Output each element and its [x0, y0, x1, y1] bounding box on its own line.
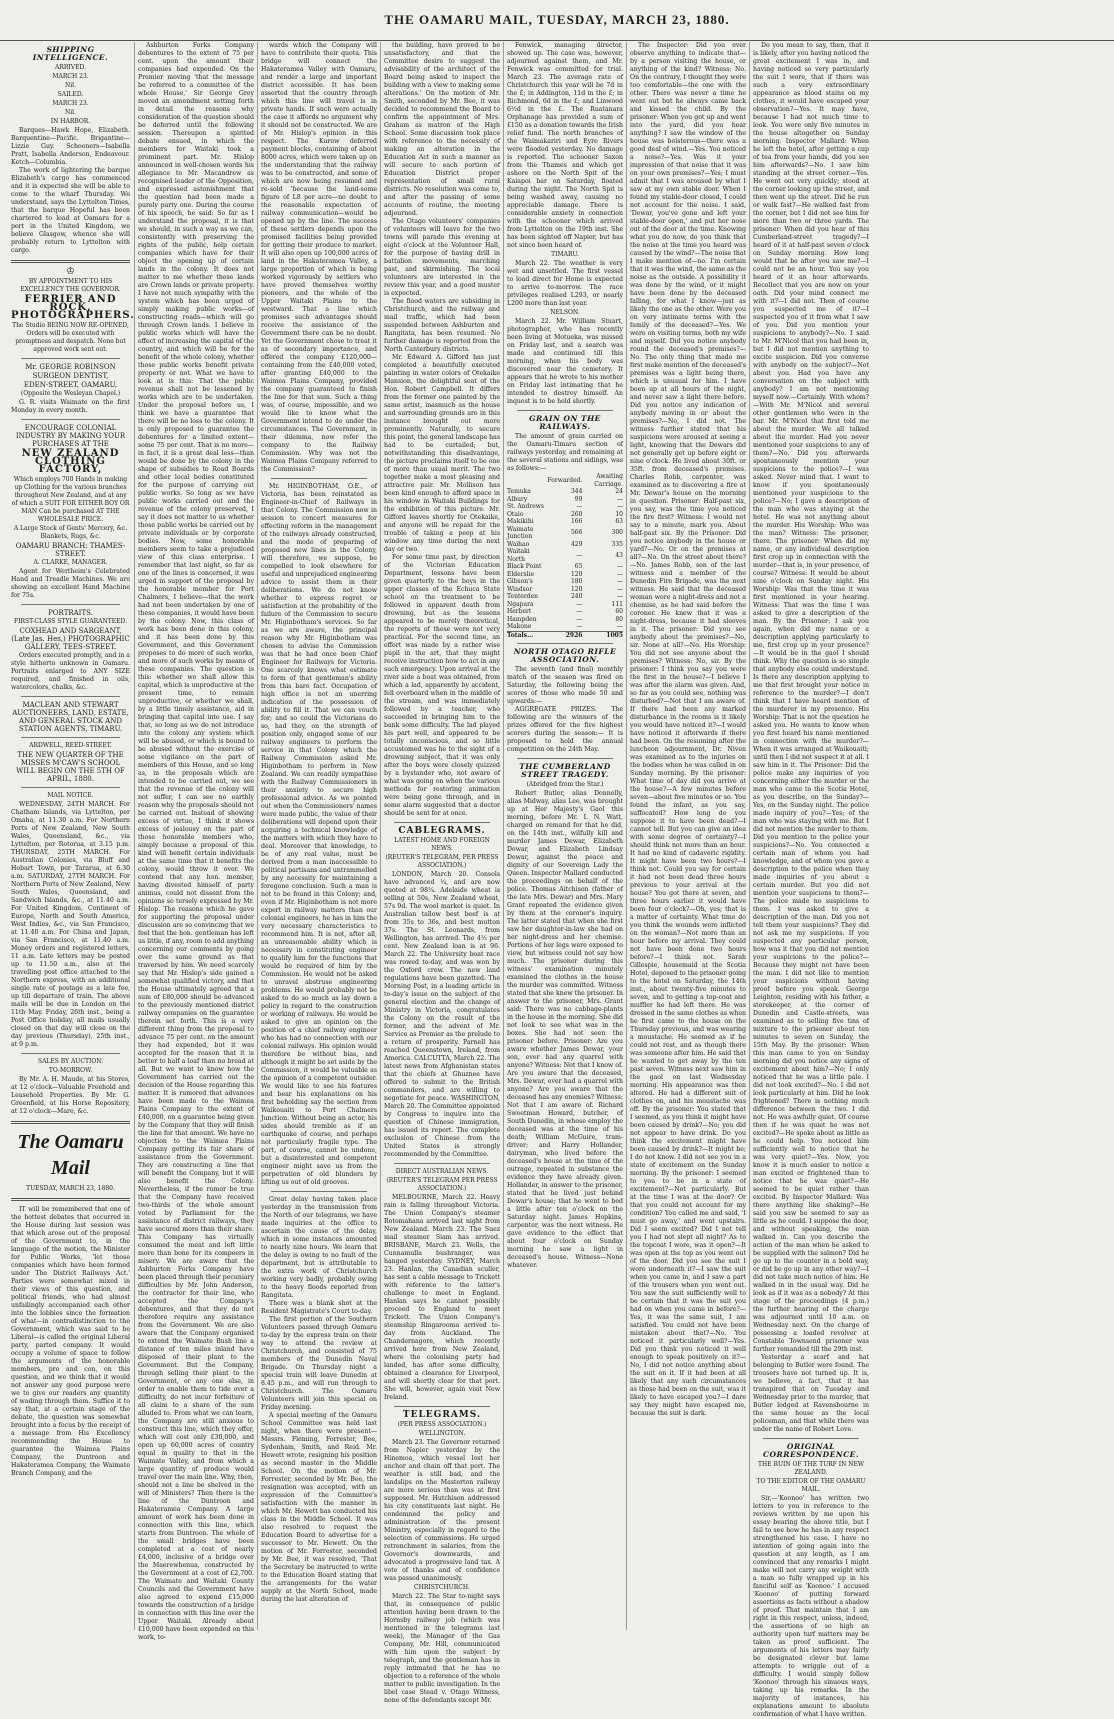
- grain-cell-station: Herbert: [507, 608, 532, 615]
- newspaper-page: [8, 42, 1106, 1718]
- grain-cell-station: Tenterden: [507, 593, 539, 600]
- grain-cell-station: Otaio: [507, 510, 524, 518]
- grain-cell-fwd: 260: [570, 510, 583, 518]
- timaru-body: March 22. The weather is very wet and unsettled. The first vessel to load direct for Home is expected to arrive to-morrow. The race privileges realised L293, or nearly L200 more than last year.: [507, 260, 623, 307]
- grain-cell-fwd: —: [576, 503, 583, 510]
- telegrams-heading: TELEGRAMS.: [402, 1410, 482, 1420]
- grain-row: [507, 616, 623, 624]
- grain-cell-fwd: —: [576, 608, 583, 615]
- encourage-ad-lead: ENCOURAGE COLONIAL INDUSTRY BY MAKING YOUR PURCHASES AT THE: [15, 424, 126, 448]
- grain-cell-station: Ngapara: [507, 600, 534, 608]
- grain-row: [507, 601, 623, 609]
- newspaper-running-head: THE OAMARU MAIL, TUESDAY, MARCH 23, 1880.: [0, 0, 1114, 41]
- grain-cell-station: Temuka: [507, 488, 531, 495]
- coxhead-ad-title: COXHEAD AND SARGEANT, (Late Jas. Hes,) PHOTOGRAPHIC GALLERY, TEES-STREET.: [11, 627, 130, 651]
- sales-heading: SALES BY AUCTION.: [37, 1058, 104, 1065]
- timaru-heading: TIMARU.: [551, 251, 579, 258]
- ferrier-rock-ad-title: FERRIER AND ROCK, PHOTOGRAPHERS.: [11, 294, 135, 321]
- ruin-of-turf-body: Sir,—'Koonoo' has written two letters to you in reference to the reviews written by me upon his essay bearing the above title, but I fail to see how he has in any respect strengthened his case. I have no intention of going again into the question at any length, as I am convinced that any remarks I might make will not carry any weight with a man so fully wrapped up in his fanciful self as 'Koonoo.' I accused 'Koonoo' of putting forward assertions as facts without a shadow of proof. That maintain that I am right in this respect, unless, indeed, the assertions of so high an authority upon turf matters may be taken as proof sufficient. The arguments of his letters may fairly be designated clever but lame attempts to wriggle out of a difficulty. I would simply follow 'Koonoo' through his sinuous ways, taking up his remarks. In the majority of instances, his explanations amount to absolute confirmation of what I have written.: [753, 1495, 869, 1718]
- scarf-para: Yesterday a scarf and hat belonging to Butler were found. The trousers have not turned up. It is, we believe, a fact, that it has transpired that on Tuesday and Wednesday prior to the murder, that Butler lodged at Ravensbourne in the same house as the local policeman, and that while there was under the name of Robert Love.: [753, 1354, 869, 1433]
- grain-cell-station: Black Point: [507, 563, 542, 570]
- railway-article: wards which the Company will have to contribute their quota. This bridge will connect the Hakateramea Valley with Oamaru, and render a large and important district accessible. It has been asserted that the country through which this line will travel is in private hands. If such were actually the case it affords no argument why it should not be constructed. We are of Mr. Hislop's opinion in this respect. The Kurow deferred payment blocks, containing of about 8000 acres, which were taken up on the understanding that the railway was to be constructed, and some of which are now being resumed and re-sold 'because the land-some figure of L8 per acre—no doubt to the reasonable expectation of railway communication—would be opened up by the line. The success of these settlers depends upon the promised facilities being provided for getting their produce to market. It will also open up 100,000 acres of land in the Hakateramea Valley, a large proportion of which is being worked vigorously by settlers who have proved themselves worthy pioneers, and the whole of the Upper Waitaki Plains to the westward. That a line which promises such advantages should receive the assistance of the Government there can be no doubt. Yet the Government chose to treat it as of secondary importance, and offered the company £120,000—containing from the £40,000 voted, after granting £40,000 to the Waimea Plains Company, provided the company guaranteed to finish the line for that sum. Such a thing was, of course, impossible, and we would like to know what the Government intend to do under the circumstances. The Government, in their dilemma, now refer the company to the Railway Commission. Why was not the Waimea Plains Company referred to the Commission?: [261, 42, 377, 473]
- portraits-heading: PORTRAITS.: [48, 609, 93, 617]
- harbor-list: Barques—Hawk Hope, Elizabeth. Barquentine—Pacific. Brigantine—Lizzie Guy. Schooners—Isabella Pratt, Isabella Anderson, Endeavour. Ketch—Columbia.: [11, 127, 130, 166]
- grain-row: [507, 488, 623, 496]
- shipping-paragraph: The work of lightering the barque Elizabeth's cargo has commenced and it is expected she will be able to come to the wharf Thursday. We understand, says the Lyttelton Times, that the barque Hopeful has been chartered to load at Oamaru for a port in the United Kingdom, we believe Glasgow, whence she will probably return to Lyttelton with cargo.: [11, 167, 130, 254]
- grain-col-awaiting: Awaiting Carriage.: [594, 473, 623, 488]
- cablegrams-heading: CABLEGRAMS.: [398, 826, 486, 836]
- australian-news-body: MELBOURNE, March 22. Heavy rain is falling throughout Victoria. The Union Company's steamer Rotomahana arrived last night from New Zealand. March 23. The Suez mail steamer Siam has arrived. BRISBANE, March 23. Wells, the Cunnamulla bushranger, was hanged yesterday. SYDNEY, March 23. Hanlan, the Canadian sculler, has sent a cable message to Trickett with reference to the latter's challenge to meet in England. Hanlan says he cannot possibly proceed to England to meet Trickett. The Union Company's steamship Ringarooma arrived to-day from Auckland. The Chandernagore, which recently arrived here from New Zealand, where the colonising party had landed, has after some difficulty, obtained a clearance for Liverpool, and will shortly clear for that port. She will, however, again visit New Ireland.: [384, 1194, 500, 1401]
- painting-para: Mr. Edward A. Gifford has just completed a beautifully executed painting in water colors of Otekaike Mansion, the delightful seat of the Hon. Robert Campbell. It differs from the former one painted by the same artist, inasmuch as the house and surrounding grounds are in this instance brought out more prominently. Naturally, to secure this point, the general landscape has had to be curtailed; but, notwithstanding this disadvantage, the picture proclaims itself to be one of more than usual merit. The two together make a most pleasing and attractive pair. Mr. Mollison has been kind enough to afford space in his window in Waitaki Buildings for the exhibition of this picture. Mr. Gifford leaves shortly for Otekaike, and anyone will be repaid for the trouble of taking a peep at his window any time during the next day or two.: [384, 354, 501, 553]
- floods-para: The flood waters are subsiding in Christchurch, and the railway and mail traffic, which had been suspended between Ashburton and Rangitata, has been resumed. No further damage is reported from the North Canterbury districts.: [384, 298, 500, 353]
- cumberland-body: Robert Butler, alias Donnelly, alias Midway, alias Lee, was brought up at Her Majesty's Gaol this morning, before Mr. I. N. Watt, charged on remand for that he did, on the 14th inst., wilfully kill and murder James Dewar, Elizabeth Dewar, and Elizabeth Lindsay Dewar, against the peace and dignity of our Sovereign Lady the Queen. Inspector Mallard conducted the proceedings on behalf of the police. Thomas Aitchison (father of the late Mrs. Dewar) and Mrs. Mary Grant repeated the evidence given by them at the coroner's inquiry. The latter stated that when she first saw her daughter-in-law she had on her night-dress and her chemise. Portions of her legs were exposed to view, but witness could not say how much. The prisoner during this witness' examination minutely examined the clothes in the house the murder was committed. Witness stated that she knew the prisoner. In answer to the prisoner, Mrs. Grant said: There was no cabbage-plants in the house in the morning. She did not look to see what was in the boxes. She had not seen the prisoner before. Prisoner: Are you aware whether James Dewar, your son, ever had any quarrel with anyone? Witness: Not that I know of. Are you aware that the deceased, Mrs. Dewar, ever had a quarrel with anyone? Are you aware that the deceased has any enemies? Witness: Not that I am aware of. Richard Sweetman Howard, butcher, of South Dunedin, in whose employ the deceased was at the time of his death; William McGuire, tram-driver; and Harry Hollander, dairyman, who lived before the deceased's house at the time of the outrage, repeated in substance the evidence they have already given. Hollander, in answer to the prisoner, stated that he lived just behind Dewar's house; that he went to bed a little after ten o'clock on the Saturday night. James Hopkins, carpenter, was the next witness. He gave evidence to the effect that about four o'clock on Sunday morning he saw a light in deceased's house. Witness—None whatever.: [507, 790, 623, 1269]
- grain-cell-fwd: 65: [574, 563, 583, 570]
- school-ad: THE NEW QUARTER OF THE MISSES M'CAW'S SCHOOL WILL BEGIN ON THE 5TH OF APRIL, 1880.: [16, 751, 125, 783]
- grain-cell-await: 24: [615, 488, 623, 495]
- robinson-ad-name: Mr. GEORGE ROBINSON: [25, 363, 116, 371]
- grain-cell-station: Windsor: [507, 585, 533, 593]
- grain-cell-fwd: 180: [570, 578, 583, 585]
- grain-cell-station: Makone: [507, 623, 532, 630]
- grain-row: [507, 526, 623, 541]
- grain-cell-fwd: 344: [570, 488, 583, 495]
- grain-row: [507, 608, 623, 616]
- grain-cell-fwd: —: [576, 551, 583, 559]
- nz-clothing-ad-title: NEW ZEALAND CLOTHING FACTORY,: [21, 448, 120, 475]
- arrived-nil: Nil.: [65, 82, 76, 89]
- grain-cell-await: 80: [615, 615, 623, 623]
- grain-row: [507, 571, 623, 579]
- cablegrams-subheading: LATEST HOME AND FOREIGN NEWS.: [394, 837, 490, 852]
- volunteers-train-para: The first portion of the Southern Volunteers passed through Oamaru to-day by the express train on their way to attend the review at Christchurch, and consisted of 75 members of the Dunedin Naval Brigade. On Thursday night a special train will leave Dunedin at 8.45 p.m., and will run through to Christchurch. The Oamaru Volunteers will join this special on Friday morning.: [261, 1316, 377, 1411]
- grain-table: [507, 473, 623, 639]
- leading-article-continued: Ashburton Forks Company debentures to the extent of 75 per cent. upon the amount their companies had expended. On the Premier moving 'that the message be referred to a committee of the whole House,' Sir George Grey moved an amendment setting forth in detail the reasons why consideration of the question should be deferred until the following session. Thereupon a spirited debate ensued, in which the members for Waitaki took a prominent part. Mr. Hislop announced in well-chosen words his allegiance to Mr. Macandrew as recognised leader of the Opposition, and expressed astonishment that the question had been made a purely party one. During the course of his speech, he said: So far as I understand the proposal, it is that we should, in such a way as we can, consistently with preserving the rights of the public, help certain companies which have for their object the opening up of certain lands in the colony. It does not matter to me whether these lands are Crown lands or private property. I have not much sympathy with the system which has been urged of simply making public works—of constructing roads—which will go through Crown lands. I believe in public works which will have the effect of increasing the capital of the country, and which will be for the benefit of the whole colony, whether those public works benefit private property or not. What we have to look at is this: That the public revenue shall not be lessened by works which are to be undertaken. Under the proposal before us, I think we have a guarantee that there will be no loss to the colony. It is only proposed to guarantee the debentures for a limited extent—some 75 per cent. That is no more—in fact, it is a great deal less—than would be done by the colony in the shape of subsidies to Road Boards and other local bodies constituted for the purpose of carrying out public works. So long as we have public works carried out and the revenue of the colony preserved, I say it does not matter to us whether those public works be carried out by private individuals or by corporate bodies. Now, some honorable members seem to take a prejudiced view of this class enterprise. I remember that last night, so far as one of the lines is concerned, it was urged in support of the proposal by the honorable member for Port Chalmers, I believe—that the work had not been undertaken by one of these companies, it would have been by the colony. Now, this class of work has been done in this colony, and it has been done by this Government, and this Government proposes to do more of such works, and more of such works by means of these companies. The question is this: whether we shall allow this capital, which is unproductive at the present time, to remain unproductive, or whether we shall, by a little timely assistance, aid in bringing that capital into use. I say that, so long as we do not introduce into the colony any system which will be abused, or which is bound to be abused without the exercise of some vigilance on the part of members of this House, and so long as, in the proposals which are intended to be carried out, we see that the revenue of the colony will not suffer, I can see no earthly reason why the proposals should not be carried out. Instead of showing excess of virtue, I think it shows excess of jealousy on the part of those honorable members who, simply because a proposal of this kind will benefit certain individuals at the same time that it benefits the colony, would throw it over. We contend that any hon. member, having divested himself of party animus, could not dissent from the opinions so tersely expressed by Mr. Hislop. The reasons which he gave for supporting the proposal under discussion are so convincing that we feel that the hon. gentleman has left us little, if any, room to add anything concerning our comments by going over the same ground as that traversed by him. We need scarcely say that Mr. Hislop's side gained a somewhat qualified victory, and that the House ultimately agreed that a sum of £80,000 should be advanced to the previously mentioned district railway companies on the guarantee therein set forth. This is a very different thing from the proposal to advance 75 per cent. on the amount they had expended, but it was accepted for the reason that it is better to half a loaf than no bread at all. But we want to know how the Government has carried out the decision of the House regarding this matter. It is rumored that advances have been made to the Waimea Plains Company to the extent of £40,000, on a guarantee being given by the Company that they will finish the line for that amount. We have no objection to the Waimea Plains Company getting its fair share of assistance from the Government. They are constructing a line that will benefit the Company, but it will also benefit the Colony. Nevertheless, if the rumor be true that the Company have received two-thirds of the whole amount voted by Parliament for the assistance of district railways, they have secured more than their share. This Company has virtually consumed the meat and left little more than bone for its compeers in misery. We are aware that the Ashburton Forks Company have been placed through their pecuniary difficulties by Mr. John Anderson, the contractor for their line, who accepted the Company's debentures, and that they do not therefore require any assistance from the Government. We are also aware that the Company organised to extend the Waimate Bush line a distance of ten miles inland have disposed of their plant to the Government. But the Company, through selling their plant to the Government, or any one else, in order to enable them to tide over a difficulty, do not incur forfeiture of all claim to a share of the sum alluded to. From what we can learn, the Company are still anxious to construct this line, which they offer, which will cost only £30,000, and open up 60,000 acres of country equal in quality to that in the Waimate Valley, and from which a large quantity of produce would travel over the main line. Why, then, should not a line be shelved in the will of Ministers? Then there is the line of the Duntroon and Hakateramea Company. A large amount of work has been done in connection with this line, which starts from Duntroon. The whole of the small bridges have been completed at a cost of nearly £4,000, inclusive of a bridge over the Maerewhenua, constructed by the Government at a cost of £2,700. The Waimate and Waitaki County Councils and the Government have also agreed to expend £15,000 towards the construction of a bridge in connection with this line over the Upper Waitaki. Already about £10,000 have been expended on this work, to-: [138, 42, 254, 1641]
- cumberland-subheading: (Abridged from the Star.): [526, 781, 604, 788]
- grain-cell-await: 63: [615, 518, 623, 525]
- ruin-of-turf-heading: THE RUIN OF THE TURF IN NEW ZEALAND.: [757, 1461, 865, 1476]
- grain-total-awaiting: 1005: [582, 631, 623, 639]
- grain-cell-station: St. Andrews: [507, 503, 545, 510]
- grain-cell-await: —: [617, 503, 623, 510]
- grain-total-label: Totals...: [507, 631, 547, 639]
- grain-cell-await: —: [617, 585, 623, 593]
- grain-row: [507, 563, 623, 571]
- column-5: [503, 42, 626, 1630]
- grain-row: [507, 518, 623, 526]
- grain-row: [507, 511, 623, 519]
- australian-news-agency: (REUTER'S TELEGRAM PER PRESS ASSOCIATION.): [386, 1177, 498, 1192]
- telegram-delay-para: Great delay having taken place yesterday in the transmission from the North of our telegrams, we have made inquiries at the office to ascertain the cause of the delay, which in some instances amounted to nearly nine hours. We learn that the delay is owing to no fault of the department, but is attributable to the extra work of Christchurch working very badly, probably owing to the heavy floods reported from Rangitata.: [261, 1196, 377, 1299]
- nz-clothing-ad-body: Which employs 700 Hands in making up Clothing for the various branches throughout New Zealand, and at any of which a SUIT FOR EITHER BOY OR MAN Can be purchased AT THE WHOLESALE PRICE.: [11, 476, 130, 523]
- grain-cell-fwd: 120: [570, 570, 583, 578]
- rifle-note: AGGREGATE PRIZES. The following are the winners of the prizes offered for the five highest scorers during the season:— It is proposed to hold the annual competition on the 24th May.: [507, 706, 623, 753]
- grain-cell-station: Hampden: [507, 615, 537, 623]
- grain-row: [507, 623, 623, 631]
- grain-cell-fwd: 120: [570, 585, 583, 593]
- mail-notice-body: WEDNESDAY, 24TH MARCH. For Chatham Islands, via Lyttelton, per Omaha, at 11.30 a.m. For Northern Ports of New Zealand, New South Wales, Queensland, &c., via Lyttelton, per Rotorua, at 3.15 p.m. THURSDAY, 25TH MARCH. For Australian Colonies, via Bluff and Hobart Town, per Tararua, at 6.30 a.m. SATURDAY, 27TH MARCH. For Northern Ports of New Zealand, New South Wales, Queensland, and Sandwich Islands, &c., at 11.40 a.m. For United Kingdom, Continent of Europe, North and South America, West Indies, &c., via San Francisco, at 11.40 a.m. For China and Japan, via San Francisco, at 11.40 a.m. Money orders and registered letters, 11 a.m. Late letters may be posted up to 11.50 a.m., also at the travelling post office attached to the Northern express, with an additional single rate of postage as a late fee, up till departure of train. The above mails will be due in London on the 11th May. Friday, 26th inst., being a Post Office holiday, all mails usually closed on that day will close on the day previous (Thursday), 25th inst., at 9 p.m.: [11, 801, 130, 1048]
- robinson-ad-address: (Opposite the Wesleyan Chapel.): [20, 390, 121, 397]
- wellington-body: March 23. The Governor returned from Napier yesterday by the Hinemoa, which vessel lost her anchor and chain off that port. The weather is still bad, and the landslips on the Masterton railway are more serious than was at first supposed. Mr. Hutchison addressed his city constituents last night. He condemned the policy and administration of the present Ministry, especially in regard to the selection of commissions. He urged retrenchment in salaries, from the Governor's downwards, and advocated a progressive land tax. A vote of thanks and of confidence was passed unanimously.: [384, 1439, 500, 1582]
- ardwell-line: ARDWELL, REED-STREET.: [29, 742, 112, 749]
- sailed-nil: Nil.: [65, 109, 76, 116]
- column-4: [380, 42, 503, 1704]
- shipping-heading: SHIPPING INTELLIGENCE.: [32, 45, 109, 62]
- higinbotham-article: Mr. HIGINBOTHAM, O.E., of Victoria, has been reinstated as Engineer-in-Chief of Railways in that Colony. The Commission now in session to concert measures for effecting reform in the management of the railways already constructed, and the mode of preparing of proposed new lines in the Colony, will therefore, we suppose, be compelled to look elsewhere for useful and unprejudiced engineering advice to assist them in their deliberations. We do not know whether to express regret or satisfaction at the probability of the failure of the Commission to secure Mr. Higinbotham's services. So far as we are aware, the principal reason why Mr. Higinbotham was chosen to advise the Commission was that he had once been Chief Engineer for Railways for Victoria. One scarcely knows what estimate to form of that gentleman's ability from this bare fact. Occupation of high office is not an unerring indication of the possession of ability to fill it. That we can vouch for; and so could the Victorians do so, had they, on the strength of position only, engaged some of our railway engineers to perform the service in that Colony which the Railway Commission asked Mr. Higinbotham to perform in New Zealand. We can readily sympathise with the Railway Commissioners in their anxiety to secure high professional advice. As we pointed out when the Commissioners' names were made public, the value of their deliberations will depend upon their acquiring a technical knowledge of the matters with which they have to deal. Moreover that knowledge, to be of any real value, must be derived from a man inaccessible to political partisans and untrammelled by any necessity for maintaining a foregone conclusion. Such a man is not to be found in this Colony; and, even if Mr. Higinbotham is not more expert in railway matters than our colonial engineers, he has in him the very necessary characteristics to recommend him. It is not, after all, an unreasonable ability which is necessary in constituting engineer to qualify him for the functions that would be required of him by the Commission. He would not be asked to unravel abstruse engineering problems. He would probably not be asked to do so much as lay down a policy in regard to the construction or working of railways. He would be asked to give an opinion on the position of a chief railway engineer who has had no connection with our colonial railways. His opinion would therefore be without bias, and although it might be set aside by the Commission, it would be valuable as the opinion of a competent outsider. We would like to see his features and bear his explanations on his first beholding say the section from Waikouaiti to Port Chalmers Junction. Without being an actor, his sides should tremble as if an earthquake of course, and perhaps not particularly fragile type. The part, of course, cannot be undone, but a disinterested and competent engineer might save us from the perpetration of old blunders by lifting us out of old grooves.: [261, 483, 377, 1186]
- first-class-line: FIRST-CLASS STYLE GUARANTEED.: [13, 618, 128, 625]
- cablegrams-agency: (REUTER'S TELEGRAM, PER PRESS ASSOCIATION.): [385, 854, 499, 869]
- nelson-heading: NELSON.: [550, 309, 580, 316]
- oamaru-branch: OAMARU BRANCH: THAMES-STREET.: [15, 542, 126, 558]
- sales-body: By Mr. A. H. Maude, at his Stores, at 12 o'clock—Valuable Freehold and Leasehold Properties. By Mr. G. Greenfield, at his Horse Repository, at 12 o'clock—Mare, &c.: [11, 1076, 130, 1115]
- christchurch-body: March 22. The Star to-night says that, in consequence of public attention having been drawn to the Hornsby railway job (which was mentioned in the telegrams last week), the Manager of the Gas Company, Mr. Hill, communicated with him upon the subject by telegraph, and the gentleman has in reply intimated that he has no objection to a reference of the whole matter to public investigation. In the libel case Stead v. Otago Witness, none of the defendants except Mr.: [384, 1593, 500, 1704]
- grain-cell-fwd: —: [576, 623, 583, 630]
- christchurch-heading: CHRISTCHURCH.: [414, 1584, 470, 1591]
- grain-cell-fwd: —: [576, 615, 583, 623]
- grain-cell-await: —: [617, 578, 623, 585]
- grain-cell-station: Albury: [507, 495, 528, 503]
- grain-cell-await: 10: [615, 510, 623, 518]
- sailed-date: MARCH 23.: [52, 100, 89, 107]
- tragedy-evidence-continued: Do you mean to say, then, that it is likely, after you having noticed the great excitement I was in, and having noticed so very particularly the suit I wore, that if there was such a very extraordinary appearance as blood stains on my clothes, it would have escaped your observation?—Yes. It may have, because I had not much time to look. You were only five minutes in the house altogether on Sunday morning. Inspector Mallard: When he left the hotel, after getting a cup of tea from your hands, did you see him afterwards?—No. I saw him standing at the street corner.—Yes. He went out very quickly; stood at the corner looking up the street, and then went up the street. Did he run or walk fast?—He walked fast from the corner, but I did not see him for more than two or three yards. The prisoner: When did you hear of this Cumberland-street tragedy?—I heard of it at half-past seven o'clock on Sunday morning. How long would that be after you saw me?—I could not be an hour. You say you heard of it an hour afterwards. Recollect that you are now on your oath. Did your mind connect me with it?—I did not. Then of course you suspected me of it?—I suspected you of it from what I saw of you. Did you mention your suspicions to anybody?—No. I said to Mr. M'Nicol that you had been in, but I did not mention anything to excite suspicion. Did you converse with anybody on the subject?—Not about you. Had you have any conversation on the subject with anybody? I am not mentioning myself now.—Certainly. With whom?—With Mr. M'Nicol and several other gentlemen who were in the bar. Mr. M'Nicol that first told me about the murder. We all talked about the murder. Had you never mentioned your suspicions to any of them?—No. Did you afterwards spontaneously mention your suspicions to the police?—I was asked. Never mind that. I want to know if you spontaneously mentioned your suspicions to the police?—No; I gave a description of the man who was staying at the hotel. He was not anything about the murder. His Worship: Who was the man? Witness: The prisoner, there. The prisoner: When did my name, or any individual description first crop up in connection with the murder—that is, in your presence, of course? Witness: It would be about nine o'clock on Sunday night. His Worship: Was that the time it was first mentioned in your hearing. Witness: That was the time I was asked to give a description of the man. By the Prisoner: I ask you again, when did my name or a description applying particularly to me, first crop up in your presence?—It would be in the gaol I should think. Why the question is so simple that anybody else could understand. Is there any description applying to me that first brought your notice in reference to the murder?—I don't think that I have heard mention of the murderer in my presence. His Worship: That is not the question he asked you. He wants to know when you first heard his name mentioned in connection with the murder?—When it was arranged at Waikouaiti; until then I did not suspect it at all. I saw him in it. The Prisoner: Did the police make any inquiries of you concerning either the murder or the man who came to the Scotia Hotel, as you describe, on the Sunday?—Yes, on the Sunday night. The police made inquiry of you?—Yes; of the man who was staying with me. But I did not mention the murder to them. Did you mention to the police your suspicions?—No. You connected a certain man of whom you had knowledge, and of whom you gave a description to the police when they made inquiries of you about a certain murder. But you did not mention your suspicions to them?—The police made no suspicions to them. I was asked to give a description of the man. Did you not tell them your suspicions? They did not ask me my suspicions. If you suspected any particular person, how was it that you did not mention your suspicions to the police?—Because they might not have been the man. I did not like to mention your suspicions without having proof before you speak. George Leighton, residing with his father, a storekeeper, at the corner of Dunedin and Castle-streets, was examined as to selling five tins of mixture to the prisoner about ten minutes to seven on Sunday, the 15th May. By the prisoner: When this man came to you on Sunday morning did you notice any signs of excitement about him?—No; I only noticed that he was a little pale. I did not look excited?—No. I did not look particularly at him. Did he look frightened? There is nothing much difference between the two. I did not. He was awfully quiet. Of course then if he was quiet he was not excited?—He spoke about as little as he could help. You noticed him sufficiently well to notice that he was very quiet?—Yes. Now, you know it is much easier to notice a man excited or frightened than to notice that he was quiet?—He seemed to be quiet rather than excited. By Inspector Mallard: Was there anything like shaking?—He said you saw he seemed to say as little as he could. I suppose the door, and without speaking, the man walked in. Can you describe the action of the man when he asked to be supplied with the salmon? Did he go up to the counter in a bold way, or did he go up in any other way?—I did not take much notice of him. He walked in in the usual way. Did he look as if it was as a nobody? At this stage of the proceedings (4 p.m.) the further hearing of the charge was adjourned until 10 a.m. on Wednesday next. On the charge of possessing a loaded revolver at Constable Townsend prisoner was further remanded till the 29th inst.: [753, 42, 869, 1353]
- grain-cell-fwd: 166: [570, 518, 583, 525]
- grain-cell-await: 111: [611, 600, 623, 608]
- nz-clothing-ad-stock: A Large Stock of Gents' Mercery, &c. Blankets, Rugs, &c.: [13, 525, 128, 540]
- grain-col-forwarded: Forwarded.: [547, 476, 583, 484]
- grain-intro: The amount of grain carried on the Oamaru-Timaru section of railways yesterday, and remaining at the several stations and sidings, was as follows:—: [507, 433, 623, 472]
- school-committee-continued: the building, have proved to be unsatisfactory, and that the Committee desire to suggest the advisability of the architect of the Board being asked to inspect the building with a view to making some alterations.' On the motion of Mr. Smith, seconded by Mr. Bee, it was decided to recommend the Board to confirm the appointment of Mrs. Graham as matron of the High School. Some discussion took place with reference to the necessity of making an alteration in the Education Act in such a manner as will secure to each portion of Education District proper representation of small rural districts. No resolution was come to, and after the passing of some accounts of routine, the meeting adjourned.: [384, 42, 500, 217]
- appointment-line: BY APPOINTMENT TO HIS EXCELLENCY THE GOVERNOR.: [20, 278, 121, 293]
- grain-cell-fwd: 240: [570, 593, 583, 600]
- grain-cell-fwd: —: [576, 600, 583, 608]
- school-committee-para: A special meeting of the Oamaru School Committee was held last night, when there were present—Messrs. Fleming, Forrester, Bee, Sydenham, Smith, and Reid. Mr. Hewett wrote, resigning his position as second master in the Middle School. On the motion of Mr. Forrester, seconded by Mr. Bee, the resignation was accepted, with an expression of the Committee's satisfaction with the manner in which Mr. Hewett has conducted his class in the Middle School. It was also resolved to request the Education Board to advertise for a successor to Mr. Hewett. On the motion of Mr. Forrester, seconded by Mr. Bee, it was resolved, 'That the Secretary be instructed to write to the Education Board stating that the arrangements for the water supply at the North School, made during the last alteration of: [261, 1412, 377, 1603]
- grain-cell-station: Waihao: [507, 540, 530, 548]
- grain-cell-station: Gibson's: [507, 578, 533, 585]
- grain-cell-station: Makikihi: [507, 518, 534, 525]
- coxhead-ad-body: Orders executed promptly, and in a style hitherto unknown in Oamaru. Portraits enlarged to ANY SIZE required, and finished in oils, watercolors, chalks, &c.: [11, 652, 130, 691]
- grain-row: [507, 593, 623, 601]
- grain-cell-station: Waimate Junction: [507, 525, 534, 540]
- grain-cell-fwd: 99: [574, 495, 583, 503]
- grain-row: [507, 541, 623, 549]
- mail-notice-heading: MAIL NOTICE.: [47, 792, 94, 799]
- magistrate-para: There was a blank shot at the Resident Magistrate's Court to-day.: [261, 1300, 377, 1315]
- wellington-heading: WELLINGTON.: [418, 1430, 466, 1437]
- issue-date: TUESDAY, MARCH 23, 1880.: [26, 1185, 115, 1192]
- grain-cell-fwd: 566: [570, 529, 583, 537]
- correspondence-heading: ORIGINAL CORRESPONDENCE.: [762, 1442, 859, 1459]
- clarke-note: Agent for Wertheim's Celebrated Hand and Treadle Machines. We are showing an excellent Hand Machine for 75s.: [11, 568, 130, 599]
- ferrier-rock-ad-body: The Studio BEING NOW RE-OPENED, Orders will be executed with promptness and despatch. None but approved work sent out.: [12, 322, 129, 353]
- grain-row: [507, 503, 623, 511]
- column-6: [626, 42, 749, 1630]
- sailed-label: SAILED.: [57, 91, 84, 98]
- grain-row: [507, 496, 623, 504]
- grain-cell-await: 60: [615, 608, 623, 615]
- grain-cell-await: —: [617, 623, 623, 630]
- robinson-ad-title: SURGEON DENTIST,: [32, 372, 109, 380]
- grain-row: [507, 578, 623, 586]
- australian-news-heading: DIRECT AUSTRALIAN NEWS.: [395, 1168, 489, 1175]
- grain-cell-station: Elderslie: [507, 570, 535, 578]
- arrived-date: MARCH 23.: [52, 73, 89, 80]
- column-1: [8, 42, 133, 1630]
- grain-cell-await: 300: [611, 529, 623, 537]
- christchurch-continued: Fenwick, managing director, showed up. The case was, however, adjourned against them, and Mr. Fenwick was committed for trial. March 23. The average rate of Christchurch this year will be 7d in the £; in Addington, 11d in the £; in Richmond, 6d in the £; and Linwood 6½d in the £. The Ruatanara Orphanage has provided a sum of £150 as a donation towards the Irish relief fund. The north branches of the Waimakariri and Eyre Rivers were flooded yesterday. No damage is reported. The schooner Saxon from the Thames and which got ashore on the North Spit of the Kaiapoi bar on Saturday, floated during the night. The North Spit is being washed away, causing no appreciable damage. There is considerable anxiety in connection with the schooner which arrived from Lyttelton on the 19th inst. She has been sighted off Napier, but has not since been heard of.: [507, 42, 623, 249]
- royal-arms-icon: ♔: [66, 266, 75, 277]
- tragedy-evidence: The Inspector: Did you ever observe anything to indicate that—by a person visiting the house, or anything of the kind? Witness: No. On the contrary, I thought they were too comfortable—the one with the other. There was never a time he went out but he always came back and kissed the child. By the prisoner: When you got up and went into the yard, did you hear anything? I saw the window of the house was boisterous—there was a good deal of wind.—Yes. You noticed a noise?—Yes. Was it your impression of that noise that it was on your own premises?—Yes; I must admit that I was aroused by what I saw at my own stable door. When I found my stable-door closed, I could not account for the noise. I said, 'Dewar, you've gone and left your stable-door open,' and put her nose out of the door at the time. Knowing what you do now, do you think that the noise at the time you heard was caused by the wind?—The noise that I make mention of—no. I'm certain that it was the wind, the same as the noise as the outside. A possibility it was done by the wind, or it might have been done by the deceased falling, for what I know—just as likely the one as the other. Were you on very intimate terms with the family of the deceased?—Yes. We were on visiting terms, both my wife and myself. Did you notice anybody round the deceased's premises?—No. The only thing that made me first make mention of the deceased's premises was a light being there, which is unusual for him. I have been up at all hours of the night, and never saw a light there before. Did you notice any indication of anybody moving in or about the premises?—No, I did not. The witness further stated that his suspicions were aroused at seeing a light, knowing that the Dewars did not generally get up before eight or nine o'clock. He lived about 30ft. or 35ft. from deceased's premises. Charles Robb, carpenter, was examined as to discovering a fire at Mr. Dewar's house on the morning in question. Prisoner: Half-past six, you say, was the time you noticed the fire first? Witness: I would not say to a minute, mark you. About half-past six. By the Prisoner: Did you notice anybody in the house or yard?—No. Or on the premises at all?—No. On the street about there?—No. James Robb, son of the last witness and a member of the Dunedin Fire Brigade, was the next witness. He said that the deceased woman wore a night-dress and not a chemise, as he had said before the coroner. He knew that it was a night-dress, because it had sleeves in it. The prisoner: Did you see anybody about the premises?—No, sir. None at all?—No. His Worship: You did not see anyone about the premises? Witness: No, sir. By the prisoner: I think you say you were the first in the house?—I believe I was after the alarm was given. And, so far as you could see, nothing was disturbed?—Not that I am aware of. If there had been any marked disturbance in the rooms is it likely you would have noticed it?—I would have noticed it afterwards if there had been. On the resuming after the luncheon adjournment, Dr. Niven was examined as to the injuries on the bodies when he was called in on Sunday morning. By the prisoner: What time of day did you arrive at the house?—A few minutes before seven—about five minutes or so. You found the infant, as you say, suffocated? How long do you suppose it to have been dead?—I cannot tell. But you can give an idea with some degree of certainty?—I should think not more than an hour. It had no kind of cadaveric rigidity. It might have been two hours?—I think not. Could you say for certain it had not been dead three hours previous to your arrival at the house? You got there at seven, and three hours earlier it would have been four o'clock?—Oh, yes; that is a matter of certainty. What time do you think the wounds were inflicted on the woman?—Not more than an hour before my arrival. They could not have been done two hours before?—I think not. Sarah Gillespie, housemaid at the Scotia Hotel, deposed to the prisoner going to the hotel on Saturday, the 14th inst., about twenty-five minutes to seven, and to getting a top-coat and muffler he had left there. He was dressed in the same clothes as when he first came to the house on the Thursday previous, and was wearing a moustache. He seemed as if he could not rest, and as though there was someone after him. He said that he wanted to get away by the ten past seven. Witness next saw him in the gaol on last Wednesday morning. His appearance was then altered. He had a different suit of clothes on, and his moustache was off. By the prisoner: You stated that I seemed, as you think it might have been caused by drink?—No; you did not appear to have drink. Do you think the excitement might have been caused by drink?—It might be; I do not know. I did not see you in a state of excitement on the Sunday morning. By the prisoner: I seemed to you to be in a state of excitement?—Not particularly. But at the time I was at the door? Or that you could not account for my condition? You called me and said, 'I must go away,' and went upstairs. Did I seem excited? Did I not tell you I had not slept all night? As to the topcoat I wore, was it open?—It was open at the top as you went out of the door. Did you see the suit I wore underneath it?—I saw the suit when you came in, and I saw a part of the trousers when you went out. You saw the suit sufficiently well to be certain that it was the suit you had on when you came in before?—Yes, it was the same suit, I am satisfied. You could not have been mistaken about that?—No. You noticed it particularly well?—Yes. Did you think you noticed it well enough to speak positively on it?—No, I did not notice anything about the suit on it. If it had been at all likely that any such circumstances as those had been on the suit, was it likely to have escaped you?—I dare say they might have escaped me, because the suit is dark.: [630, 42, 746, 1417]
- maclean-ad: MACLEAN AND STEWART AUCTIONEERS, LAND, ESTATE, AND GENERAL STOCK AND STATION AGENTS, TIMARU.: [12, 701, 129, 733]
- cumberland-heading: THE CUMBERLAND STREET TRAGEDY.: [519, 762, 611, 779]
- grain-row: [507, 548, 623, 563]
- robinson-ad-street: EDEN-STREET, OAMARU,: [23, 381, 118, 389]
- newspaper-title: The Oamaru Mail: [17, 1131, 124, 1179]
- grain-row: [507, 586, 623, 594]
- grain-cell-await: 335: [611, 540, 623, 548]
- column-2: [134, 42, 257, 1641]
- leading-article: IT will be remembered that one of the hottest debates that occurred in the House during last session was that which arose out of the proposal of the Government to, in the language of the motion, the Minister for Public Works, 'let those companies which have been formed under The District Railways Act.' Parties were somewhat mixed in their views of this question, and political friends, who had almost unfailingly accompanied each other into the lobbies since the formation of what—in contradistinction to the Government, which was said to be Liberal—is called the original Liberal party, parted company. It would occupy a volume of space to follow the arguments of the honorable members, pro and con, on this question, and we think that it would not answer any good purpose were we to give our readers any quantity of wading through them. Suffice it to say that, at a certain stage of the debate, the question was somewhat brought into a focus by the receipt of a message from His Excellency recommending the House to guarantee the Waimea Plains Company, the Duntroon and Hakateramea Company, the Waimate Branch Company, and the: [11, 1206, 130, 1477]
- column-7: [749, 42, 872, 1718]
- volunteers-para: The Otago volunteers' companies of volunteers will leave for the two towns will parade this evening at eight o'clock at the Volunteer Hall, for the purpose of having drill in battalion movements, marching past, and skirmishing. The local volunteers are interested in the review this year, and a good muster is expected.: [384, 218, 500, 297]
- cablegrams-body: LONDON, March 20. Consols have advanced ¼, and are now quoted at 98¼. Adelaide wheat is selling at 50s, New Zealand wheat, 57s 9d. The wool market is quiet. In Australian tallow best beef is at from 35s to 36s, and best mutton 37s. The St. Leonards, from Wellington, has arrived. The 4½ per cent. New Zealand loan is at 96. March 22. The University boat race was rowed to-day, and was won by the Oxford crew. The new land regulations have been gazetted. The Morning Post, in a leading article in to-day's issue on the subject of the general election and the change of Ministry in Victoria, congratulates the Colony on the result of the former, and the advent of Mr. Service as Premier as the prelude to a return of prosperity. Parnell has reached Queenstown, Ireland, from America. CALCUTTA, March 22. The latest news from Afghanistan states that the chiefs at Ghuznee have offered to submit to the British commanders, and are willing to negotiate for peace. WASHINGTON, March 20. The Committee appointed by Congress to inquire into the question of Chinese immigration, has issued its report. The complete exclusion of Chinese from the United States is strongly recommended by the Committee.: [384, 871, 500, 1158]
- grain-cell-station: Waitaki North: [507, 548, 530, 563]
- clarke-manager: A. CLARKE, MANAGER.: [33, 559, 108, 566]
- in-harbor-label: IN HARBOR.: [50, 118, 91, 125]
- column-3: [257, 42, 380, 1630]
- grain-cell-await: —: [617, 570, 623, 578]
- rifle-body: The seventh (and final) monthly match of the season was fired on Saturday, the following being the scores of those who made 50 and upwards:—: [507, 666, 623, 705]
- grain-total-forwarded: 2926: [547, 631, 582, 639]
- grain-heading: GRAIN ON THE RAILWAYS.: [529, 414, 601, 431]
- telegrams-agency: (PER PRESS ASSOCIATION.): [397, 1421, 487, 1428]
- ruin-of-turf-addressee: TO THE EDITOR OF THE OAMARU MAIL.: [756, 1478, 866, 1493]
- grain-cell-await: —: [617, 593, 623, 600]
- arrived-label: ARRIVED.: [55, 64, 86, 71]
- grain-cell-await: —: [617, 495, 623, 503]
- sales-tomorrow: TO-MORROW.: [48, 1067, 93, 1074]
- grain-cell-fwd: 429: [570, 540, 583, 548]
- robinson-ad-note: G. R. visits Waimate on the first Monday in every month.: [11, 399, 130, 414]
- grain-cell-await: 43: [615, 551, 623, 559]
- nelson-body: March 22. Mr. William Stuart, photographer, who has recently been living at Motueka, was missed on Friday last, and a search was made and continued till this morning, when his body was discovered near the cemetery. It appears that he wrote to his mother on Friday last intimating that he intended to destroy himself. An inquest is to be held shortly.: [507, 318, 623, 405]
- echuca-para: For some time past, by direction of the Victorian Education Department, lessons have been given quarterly to the boys in the upper classes of the Echuca State school on the treatment to be followed in apparent death from drowning, but as the lessons appeared to be merely theoretical, the reports of these were not very practical. For the second time, an effort was made by a rather wise pupil in the art, that they might receive instruction how to act in any such emergency. Upon arrival at the river side a boat was obtained, from which a lad, apparently by accident, fell overboard when in the middle of the stream, and was immediately followed by a teacher, who succeeded in bringing him to the bank some difficulty. The lad played his part well, and appeared to be totally unconscious, and so little accustomed was he to the sight of a drowning subject, that it was only after the boys were closely quizzed by a bystander who, not aware of what was going on when the various methods for restoring animation were being gone through, and in some alarm suggested that a doctor should be sent for at once.: [384, 554, 500, 817]
- grain-cell-await: —: [617, 563, 623, 570]
- rifle-heading: NORTH OTAGO RIFLE ASSOCIATION.: [513, 647, 617, 664]
